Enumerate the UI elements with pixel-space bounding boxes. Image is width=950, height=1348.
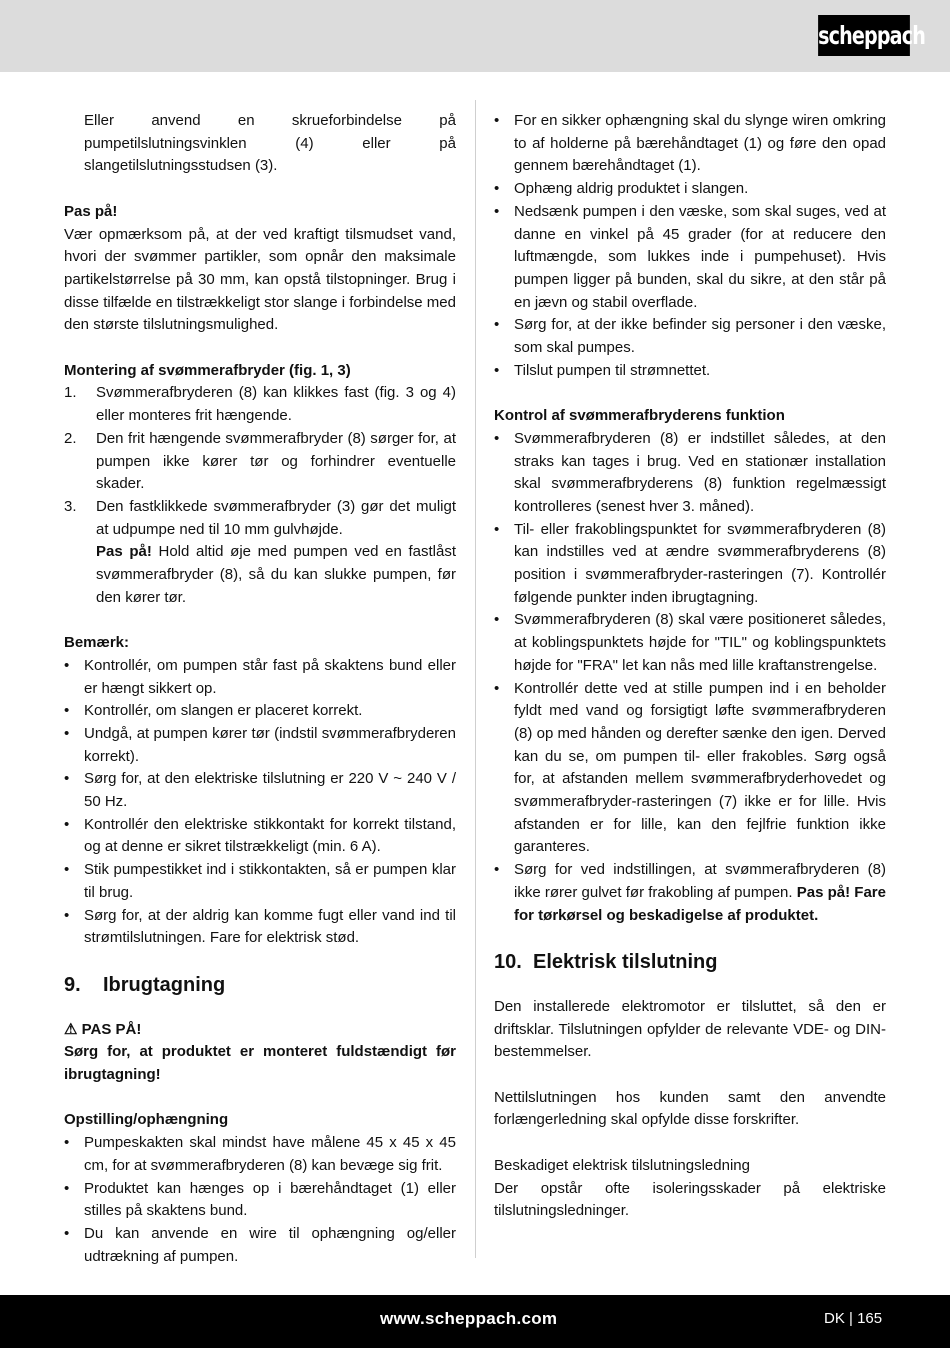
paragraph: Eller anvend en skrueforbindelse på pumpetilslutningsvinklen (4) eller på slangetilslutningsstudsen (3). xyxy=(84,112,456,175)
bullet-icon: • xyxy=(64,1179,70,1197)
bullet-icon: • xyxy=(494,520,500,538)
item-text: Svømmerafbryderen (8) er indstillet således, at den straks kan tages i brug. Ved en stationær installation skal svømmerafbryderens (8) funktion regelmæssigt kontrolleres (senest hver 3. måned). xyxy=(514,429,886,515)
item-text: Den frit hængende svømmerafbryder (8) sørger for, at pumpen ikke kører tør og forhindrer eventuelle skader. xyxy=(96,429,456,493)
item-text: Kontrollér dette ved at stille pumpen ind i en beholder fyldt med vand og forsigtigt løfte svømmerafbryderen (8) op med hånden og derefter sænke den igen. Derved kan du se, om pumpen til- eller frakobles. Sørg også for, at afstanden mellem svømmerafbryderhovedet og svømmerafbryder-rasteringen (7) ikke er for lille. Hvis afstanden er for lille, kan den fejlfrie funktion ikke garanteres. xyxy=(514,679,886,856)
chapter-number: 10. xyxy=(494,950,522,973)
bullet-icon: • xyxy=(494,861,500,879)
bullet-icon: • xyxy=(64,861,70,879)
right-column xyxy=(494,110,886,1246)
bullet-item xyxy=(64,700,456,723)
item-text: Svømmerafbryderen (8) skal være positioneret således, at koblingspunktets højde for "TIL" og koblingspunktets højde for "FRA" let kan nås med lille kraftanstrengelse. xyxy=(514,611,886,674)
bullet-item xyxy=(64,723,456,768)
item-text: Produktet kan hænges op i bærehåndtaget (1) eller stilles på skaktens bund. xyxy=(84,1179,456,1220)
bullet-icon: • xyxy=(494,361,500,379)
scheppach-logo: scheppach xyxy=(818,15,910,56)
bullet-item xyxy=(494,519,886,610)
paragraph: Vær opmærksom på, at der ved kraftigt tilsmudset vand, hvori der svømmer partikler, som opnår den maksimale partikelstørrelse på 30 mm, kan opstå tilstopninger. Brug i disse tilfælde en tilstrækkeligt stor slange i forbindelse med den største tilslutningsmulighed. xyxy=(64,225,456,334)
numbered-item xyxy=(64,428,456,496)
bullet-icon: • xyxy=(494,316,500,334)
text-segment: Sørg for ved indstillingen, at svømmerafbryderen (8) ikke rører gulvet før frakobling af pumpen. xyxy=(514,861,886,901)
paragraph: Nettilslutningen hos kunden samt den anvendte forlængerledning skal opfylde disse forskrifter. xyxy=(494,1088,886,1129)
bullet-icon: • xyxy=(64,1224,70,1242)
chapter-heading xyxy=(64,973,456,997)
bullet-icon: • xyxy=(494,429,500,447)
item-text: Sørg for, at der ikke befinder sig personer i den væske, som skal pumpes. xyxy=(514,316,886,357)
text-segment: Hold altid øje med pumpen ved en fastlåst svømmerafbryder (8), så du kan slukke pumpen, før den kører tør. xyxy=(96,543,456,606)
bold-text: Pas på! Fare for tørkørsel og beskadigelse af produktet. xyxy=(514,883,886,924)
bullet-icon: • xyxy=(64,770,70,788)
column-divider xyxy=(475,100,476,1258)
bullet-item xyxy=(494,314,886,359)
bullet-item xyxy=(64,655,456,700)
bullet-list xyxy=(494,428,886,927)
section-heading: Kontrol af svømmerafbryderens funktion xyxy=(494,407,785,425)
bullet-item xyxy=(64,1178,456,1223)
bullet-icon: • xyxy=(64,724,70,742)
bullet-item xyxy=(494,360,886,383)
website-link[interactable]: www.scheppach.com xyxy=(380,1309,558,1328)
item-text xyxy=(514,861,886,923)
bullet-icon: • xyxy=(494,112,500,129)
item-text: For en sikker ophængning skal du slynge wiren omkring to af holderne på bærehåndtaget (1) og føre den opad gennem bærehåndtaget (1). xyxy=(514,112,886,175)
chapter-title: Elektrisk tilslutning xyxy=(533,950,718,973)
item-text: Kontrollér den elektriske stikkontakt for korrekt tilstand, og at denne er sikret tilstrækkeligt (min. 6 A). xyxy=(84,815,456,856)
bullet-icon: • xyxy=(494,611,500,629)
bullet-item xyxy=(494,201,886,315)
item-text: Til- eller frakoblingspunktet for svømmerafbryderen (8) kan indstilles ved at ændre svømmerafbryderens (8) position i svømmerafbryder-rasteringen (7). Kontrollér følgende punkter inden ibrugtagning. xyxy=(514,520,886,606)
bullet-item xyxy=(494,678,886,860)
bullet-item xyxy=(64,905,456,950)
item-text: Nedsænk pumpen i den væske, som skal suges, ved at danne en vinkel på 45 grader (for at reducere den luftmængde, som lukkes inde i pumpehuset). Hvis pumpen ligger på bunden, skal du sikre, at den står på en jævn og stabil overflade. xyxy=(514,202,886,311)
item-text: Tilslut pumpen til strømnettet. xyxy=(514,361,711,379)
bullet-icon: • xyxy=(64,702,70,720)
bullet-icon: • xyxy=(64,906,70,924)
paragraph: Sørg for, at produktet er monteret fuldstændigt før ibrugtagning! xyxy=(64,1043,456,1084)
chapter-title: Ibrugtagning xyxy=(103,973,226,996)
numbered-item xyxy=(64,382,456,427)
numbered-list xyxy=(64,382,456,609)
section-heading: Pas på! xyxy=(64,202,118,220)
bullet-item xyxy=(494,859,886,927)
item-text: Ophæng aldrig produktet i slangen. xyxy=(514,180,749,198)
bullet-item xyxy=(64,1223,456,1268)
bullet-list xyxy=(494,110,886,382)
item-number: 1. xyxy=(64,384,77,402)
item-text: Pumpeskakten skal mindst have målene 45 x 45 x 45 cm, for at svømmerafbryderen (8) kan bevæge sig frit. xyxy=(84,1134,456,1174)
chapter-number: 9. xyxy=(64,973,81,996)
section-heading: ⚠ PAS PÅ! xyxy=(64,1020,142,1038)
bullet-list xyxy=(64,1132,456,1268)
item-number: 3. xyxy=(64,497,77,515)
bullet-item xyxy=(494,178,886,201)
paragraph: Der opstår ofte isoleringsskader på elektriske tilslutningsledninger. xyxy=(494,1179,886,1220)
bold-text: Pas på! xyxy=(96,543,152,561)
section-heading: Bemærk: xyxy=(64,634,130,652)
bullet-icon: • xyxy=(64,815,70,833)
item-text: Stik pumpestikket ind i stikkontakten, så er pumpen klar til brug. xyxy=(84,861,456,901)
section-heading: Opstilling/ophængning xyxy=(64,1111,229,1129)
item-text: Sørg for, at den elektriske tilslutning er 220 V ~ 240 V / 50 Hz. xyxy=(84,770,456,811)
bullet-list xyxy=(64,655,456,950)
bullet-item xyxy=(494,428,886,519)
bullet-item xyxy=(64,1132,456,1177)
footer-bar xyxy=(0,1295,950,1348)
item-text: Kontrollér, om pumpen står fast på skaktens bund eller er hængt sikkert op. xyxy=(84,656,456,697)
left-column xyxy=(64,110,456,1291)
header-bar xyxy=(0,0,950,72)
bullet-icon: • xyxy=(494,180,500,198)
paragraph: Den installerede elektromotor er tilsluttet, så den er driftsklar. Tilslutningen opfylder de relevante VDE- og DIN-bestemmelser. xyxy=(494,997,886,1061)
item-number: 2. xyxy=(64,429,77,447)
bullet-icon: • xyxy=(64,656,70,674)
item-text: Undgå, at pumpen kører tør (indstil svømmerafbryderen korrekt). xyxy=(84,724,456,765)
paragraph: Beskadiget elektrisk tilslutningsledning xyxy=(494,1156,750,1174)
chapter-heading xyxy=(494,950,886,974)
numbered-item xyxy=(64,496,456,610)
item-text: Svømmerafbryderen (8) kan klikkes fast (fig. 3 og 4) eller monteres frit hængende. xyxy=(96,384,456,425)
item-text: Du kan anvende en wire til ophængning og/eller udtrækning af pumpen. xyxy=(84,1224,456,1265)
section-heading: Montering af svømmerafbryder (fig. 1, 3) xyxy=(64,361,351,379)
item-text: Kontrollér, om slangen er placeret korrekt. xyxy=(84,702,363,720)
item-text: Sørg for, at der aldrig kan komme fugt eller vand ind til strømtilslutningen. Fare for elektrisk stød. xyxy=(84,906,456,947)
page-number: DK | 165 xyxy=(824,1310,883,1327)
text-segment: Den fastklikkede svømmerafbryder (3) gør det muligt at udpumpe ned til 10 mm gulvhøjde. xyxy=(96,497,456,538)
bullet-icon: • xyxy=(494,202,500,220)
bullet-icon: • xyxy=(494,679,500,697)
bullet-item xyxy=(494,609,886,677)
bullet-item xyxy=(494,110,886,178)
item-text xyxy=(96,498,456,606)
bullet-icon: • xyxy=(64,1134,70,1152)
bullet-item xyxy=(64,814,456,859)
bullet-item xyxy=(64,768,456,813)
bullet-item xyxy=(64,859,456,904)
